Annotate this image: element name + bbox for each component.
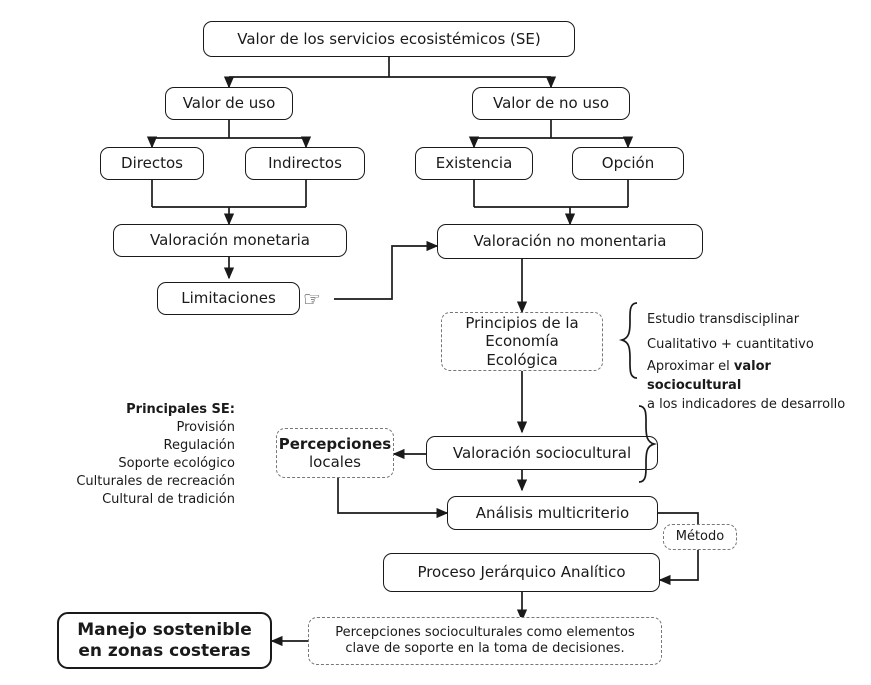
- node-label-line-2: en zonas costeras: [78, 640, 251, 661]
- node-label-line-1: Manejo sostenible: [77, 619, 252, 640]
- node-metodo: [663, 524, 737, 550]
- annotation-cualitativo-cuantitativo: [647, 336, 862, 355]
- node-label: Valoración monetaria: [150, 231, 310, 250]
- node-opcion: [572, 147, 684, 180]
- annotation-valor-sociocultural: [647, 358, 862, 415]
- node-valoracion-monetaria: [113, 224, 347, 257]
- annotation-principales-se-item-regulacion: [60, 437, 235, 456]
- node-label-line-1: Percepciones socioculturales como elementos: [335, 625, 635, 641]
- node-label-line-2: Economía Ecológica: [485, 332, 559, 369]
- node-label: Método: [675, 529, 725, 545]
- annotation-text: Cultural de tradición: [102, 492, 235, 507]
- node-label: Directos: [121, 154, 183, 173]
- node-label: Valor de uso: [182, 94, 276, 113]
- node-label-line-2: clave de soporte en la toma de decisiones.: [345, 641, 625, 656]
- annotation-text: Soporte ecológico: [118, 456, 235, 471]
- node-label: Valoración sociocultural: [452, 443, 632, 462]
- node-indirectos: [245, 147, 365, 180]
- annotation-principales-se-title: [100, 401, 235, 420]
- node-percepciones-locales: [276, 428, 394, 478]
- node-label-line-2: locales: [309, 453, 361, 471]
- node-label: Limitaciones: [181, 289, 276, 308]
- node-limitaciones: [157, 282, 300, 315]
- node-label: Valor de los servicios ecosistémicos (SE): [237, 29, 541, 48]
- annotation-text: Regulación: [163, 438, 235, 453]
- node-label: Proceso Jerárquico Analítico: [417, 563, 626, 582]
- node-label: Valor de no uso: [492, 94, 610, 113]
- annotation-text: Culturales de recreación: [76, 474, 235, 489]
- node-existencia: [415, 147, 533, 180]
- annotation-text-suffix: a los indicadores de desarrollo: [647, 396, 846, 412]
- node-label: Indirectos: [268, 154, 342, 173]
- node-valor-de-no-uso: [472, 87, 630, 120]
- node-label-line-1: Principios de la: [465, 314, 579, 333]
- node-label: Valoración no monentaria: [473, 232, 667, 251]
- annotation-text: Principales SE:: [126, 402, 235, 417]
- node-conclusion-percepciones: [308, 617, 662, 665]
- annotation-principales-se-item-culturales-recreacion: [60, 473, 235, 492]
- node-label: Análisis multicriterio: [475, 503, 630, 522]
- node-valoracion-sociocultural: [426, 436, 658, 470]
- annotation-principales-se-item-provision: [60, 419, 235, 438]
- node-directos: [100, 147, 204, 180]
- node-valor-de-uso: [165, 87, 293, 120]
- node-proceso-jerarquico-analitico: [383, 553, 660, 592]
- annotation-text: Estudio transdisciplinar: [647, 312, 800, 327]
- node-label-line-1: Percepciones: [278, 434, 392, 453]
- node-manejo-sostenible: [57, 612, 272, 669]
- annotation-principales-se-item-cultural-tradicion: [60, 491, 235, 510]
- node-label: Opción: [601, 154, 655, 173]
- annotation-text-bold: valor sociocultural: [647, 359, 771, 393]
- node-principios-economia-ecologica: [441, 312, 603, 371]
- annotation-text: Cualitativo + cuantitativo: [647, 337, 814, 352]
- annotation-text: Provisión: [176, 420, 235, 435]
- node-analisis-multicriterio: [447, 496, 658, 530]
- annotation-estudio-transdisciplinar: [647, 311, 862, 330]
- annotation-text-prefix: Aproximar el: [647, 359, 734, 374]
- annotation-principales-se-item-soporte: [60, 455, 235, 474]
- node-valoracion-no-monetaria: [437, 224, 703, 259]
- node-label: Existencia: [435, 154, 513, 173]
- pointing-hand-icon: ☞: [303, 287, 321, 311]
- node-valor-servicios-ecosistemicos: [203, 21, 575, 57]
